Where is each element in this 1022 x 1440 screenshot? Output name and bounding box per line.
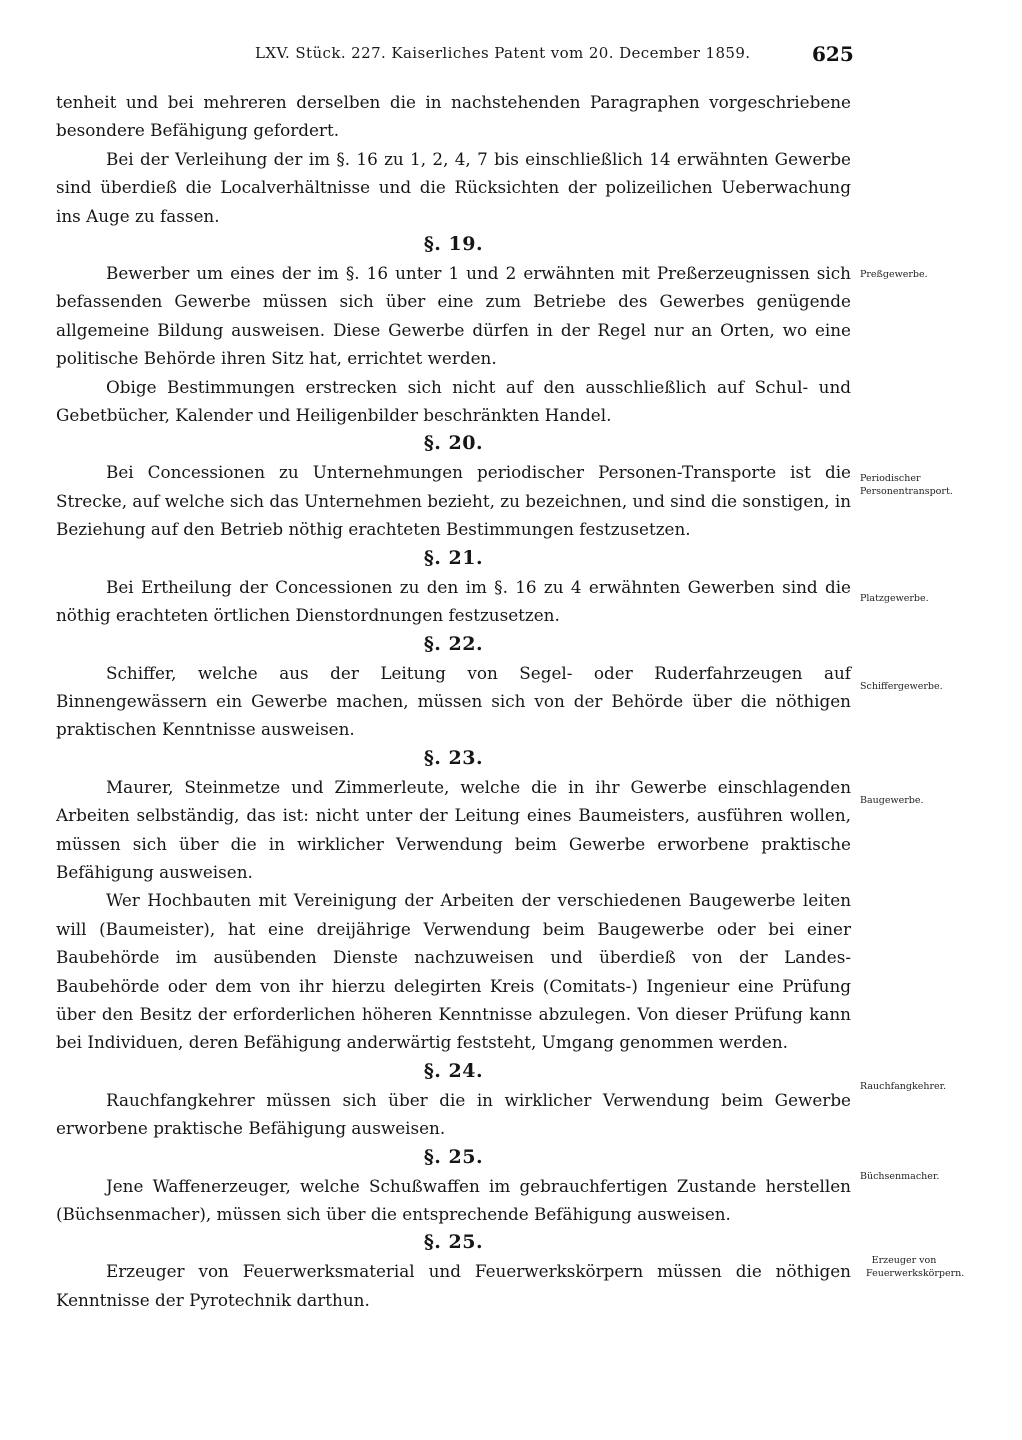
paragraph: Jene Waffenerzeuger, welche Schußwaffen im gebrauchfertigen Zustande herstellen (Büchsenmacher), müssen sich über die entsprechende Befähigung ausweisen. <box>56 1175 851 1224</box>
body-text <box>56 88 851 1314</box>
paragraph: Bei der Verleihung der im §. 16 zu 1, 2, 4, 7 bis einschließlich 14 erwähnten Gewerbe sind überdieß die Localverhältnisse und die Rücksichten der polizeilichen Ueberwachung ins Auge zu fassen. <box>56 148 851 226</box>
running-head: LXV. Stück. 227. Kaiserliches Patent vom 20. December 1859. <box>255 44 751 62</box>
paragraph: Obige Bestimmungen erstrecken sich nicht auf den ausschließlich auf Schul- und Gebetbücher, Kalender und Heiligenbilder beschränkten Handel. <box>56 376 851 426</box>
section-heading: §. 24. <box>423 1059 484 1082</box>
section-heading: §. 23. <box>423 746 484 769</box>
paragraph: Erzeuger von Feuerwerksmaterial und Feuerwerkskörpern müssen die nöthigen Kenntnisse der Pyrotechnik darthun. <box>56 1261 851 1310</box>
paragraph: Bei Concessionen zu Unternehmungen periodischer Personen-Transporte ist die Strecke, auf welche sich das Unternehmen bezieht, zu bezeichnen, und sind die sonstigen, in Beziehung auf den Betrieb nöthig erachteten Bestimmungen festzusetzen. <box>56 462 851 540</box>
paragraph: Rauchfangkehrer müssen sich über die in wirklicher Verwendung beim Gewerbe erworbene praktische Befähigung ausweisen. <box>56 1089 851 1139</box>
margin-note: Baugewerbe. <box>860 795 924 806</box>
margin-note: Erzeuger von Feuerwerkskörpern. <box>866 1255 965 1279</box>
margin-note: Periodischer Personentransport. <box>860 473 953 497</box>
section-heading: §. 21. <box>423 546 484 569</box>
margin-note: Schiffergewerbe. <box>860 681 943 692</box>
margin-note: Rauchfangkehrer. <box>860 1081 947 1092</box>
section-heading: §. 25. <box>423 1145 484 1168</box>
section-heading: §. 19. <box>423 233 484 256</box>
paragraph: Bewerber um eines der im §. 16 unter 1 und 2 erwähnten mit Preßerzeugnissen sich befassenden Gewerbe müssen sich über eine zum Betriebe des Gewerbes genügende allgemeine Bildung ausweisen. Diese Gewerbe dürfen in der Regel nur an Orten, wo eine politische Behörde ihren Sitz hat, errichtet werden. <box>56 263 851 369</box>
page-number: 625 <box>812 42 854 66</box>
margin-note: Büchsenmacher. <box>860 1171 940 1182</box>
section-heading: §. 25. <box>423 1231 484 1254</box>
margin-note: Platzgewerbe. <box>860 593 929 604</box>
paragraph: Schiffer, welche aus der Leitung von Segel- oder Ruderfahrzeugen auf Binnengewässern ein Gewerbe machen, müssen sich von der Behörde über die nöthigen praktischen Kenntnisse ausweisen. <box>56 662 851 740</box>
paragraph: Maurer, Steinmetze und Zimmerleute, welche die in ihr Gewerbe einschlagenden Arbeiten selbständig, das ist: nicht unter der Leitung eines Baumeisters, ausführen wollen, müssen sich über die in wirklicher Verwendung beim Gewerbe erworbene praktische Befähigung ausweisen. <box>56 776 851 882</box>
section-heading: §. 20. <box>423 432 484 455</box>
paragraph: Bei Ertheilung der Concessionen zu den im §. 16 zu 4 erwähnten Gewerben sind die nöthig erachteten örtlichen Dienstordnungen festzusetzen. <box>56 576 851 626</box>
paragraph: tenheit und bei mehreren derselben die in nachstehenden Paragraphen vorgeschriebene besondere Befähigung gefordert. <box>56 92 851 141</box>
section-heading: §. 22. <box>423 632 484 655</box>
margin-note: Preßgewerbe. <box>860 269 928 280</box>
paragraph: Wer Hochbauten mit Vereinigung der Arbeiten der verschiedenen Baugewerbe leiten will (Baumeister), hat eine dreijährige Verwendung beim Baugewerbe oder bei einer Baubehörde im ausübenden Dienste nachzuweisen und überdieß von der Landes-Baubehörde oder dem von ihr hierzu delegirten Kreis (Comitats-) Ingenieur eine Prüfung über den Besitz der erforderlichen höheren Kenntnisse abzulegen. Von dieser Prüfung kann bei Individuen, deren Befähigung anderwärtig feststeht, Umgang genommen werden. <box>56 890 851 1053</box>
